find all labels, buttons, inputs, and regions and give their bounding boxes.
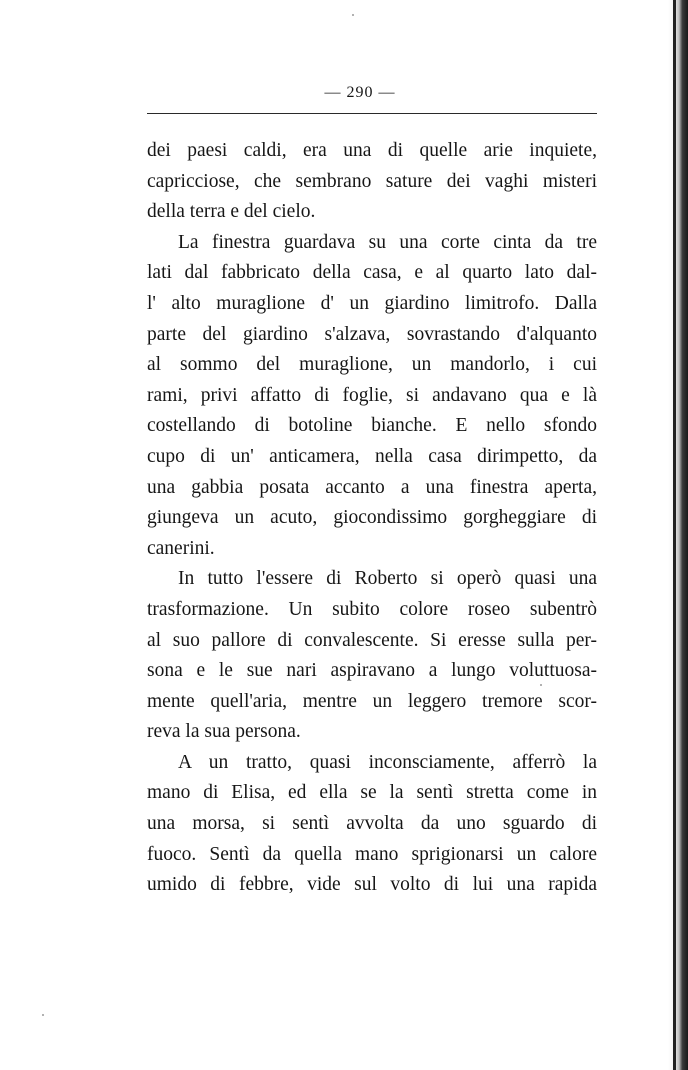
text-line: al suo pallore di convalescente. Si eresse sulla per- <box>147 629 597 651</box>
text-line: rami, privi affatto di foglie, si andavano qua e là <box>147 384 597 406</box>
text-line: fuoco. Sentì da quella mano sprigionarsi un calore <box>147 843 597 865</box>
text-line: trasformazione. Un subito colore roseo subentrò <box>147 598 597 620</box>
binding-shadow-line <box>673 0 676 1070</box>
text-line: dei paesi caldi, era una di quelle arie inquiete, <box>147 140 597 161</box>
text-line: reva la sua persona. <box>147 721 301 743</box>
text-line: mano di Elisa, ed ella se la sentì stretta come in <box>147 782 597 804</box>
text-line: umido di febbre, vide sul volto di lui una rapida <box>147 874 597 896</box>
text-line: sona e le sue nari aspiravano a lungo voluttuosa- <box>147 660 597 682</box>
text-line: La finestra guardava su una corte cinta da tre <box>178 231 597 253</box>
text-line: costellando di botoline bianche. E nello sfondo <box>147 415 597 437</box>
text-line: lati dal fabbricato della casa, e al quarto lato dal- <box>147 262 597 284</box>
text-line: l' alto muraglione d' un giardino limitrofo. Dalla <box>147 292 597 314</box>
text-line: canerini. <box>147 537 215 559</box>
text-line: A un tratto, quasi inconsciamente, afferrò la <box>178 751 597 773</box>
body-text <box>147 136 597 901</box>
text-line: parte del giardino s'alzava, sovrastando d'alquanto <box>147 323 597 345</box>
header-rule <box>147 113 597 114</box>
page-number: — 290 — <box>324 84 396 101</box>
text-line: In tutto l'essere di Roberto si operò quasi una <box>178 568 597 590</box>
text-line: della terra e del cielo. <box>147 201 316 223</box>
text-line: capricciose, che sembrano sature dei vaghi misteri <box>147 170 597 192</box>
text-line: giungeva un acuto, giocondissimo gorgheggiare di <box>147 507 597 529</box>
text-line: mente quell'aria, mentre un leggero tremore scor- <box>147 690 597 712</box>
binding-edge <box>668 0 688 1070</box>
paper-speck <box>540 684 542 686</box>
text-line: al sommo del muraglione, un mandorlo, i cui <box>147 354 597 376</box>
text-line: cupo di un' anticamera, nella casa dirimpetto, da <box>147 445 597 467</box>
paper-speck <box>352 14 354 16</box>
text-line: una gabbia posata accanto a una finestra aperta, <box>147 476 597 498</box>
text-line: una morsa, si sentì avvolta da uno sguardo di <box>147 813 597 835</box>
paper-speck <box>42 1014 44 1016</box>
